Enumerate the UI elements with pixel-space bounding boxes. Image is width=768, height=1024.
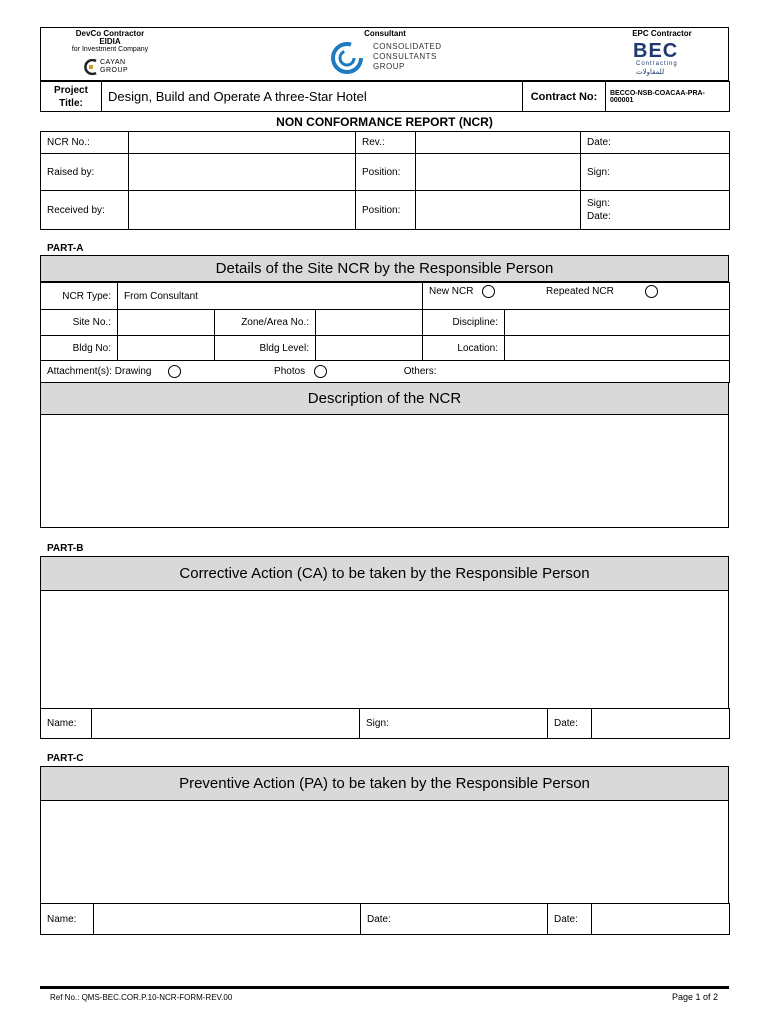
part-c-sign-table [40, 903, 730, 935]
rev-field[interactable] [416, 132, 581, 154]
contract-no: BECCO-NSB-COACAA-PRA-000001 [606, 82, 730, 112]
part-b-date-label: Date: [548, 709, 592, 739]
bldg-level-field[interactable] [316, 336, 423, 361]
raised-by-field[interactable] [129, 154, 356, 191]
devco-sub: for Investment Company [71, 46, 149, 53]
cayan-logo-icon [84, 59, 98, 75]
site-no-label: Site No.: [41, 310, 118, 336]
cayan-line1: CAYAN [100, 59, 126, 66]
project-label-1: Project [54, 84, 88, 96]
part-b-name-field[interactable] [92, 709, 360, 739]
bec-sub: Contracting [636, 61, 678, 67]
position-field-2[interactable] [416, 191, 581, 230]
part-a-label: PART-A [47, 243, 84, 254]
corrective-action-field[interactable] [40, 590, 729, 709]
ncr-type-label: NCR Type: [41, 283, 118, 310]
devco-label: DevCo Contractor [75, 29, 145, 38]
part-c-label: PART-C [47, 753, 84, 764]
description-header: Description of the NCR [40, 382, 729, 415]
ncr-info-table [40, 131, 730, 230]
bec-arabic: للمقاولات [636, 69, 665, 76]
report-title: NON CONFORMANCE REPORT (NCR) [276, 115, 493, 129]
bec-logo [633, 40, 693, 78]
footer-page: Page 1 of 2 [671, 992, 718, 1002]
drawing-radio[interactable] [168, 365, 181, 378]
site-no-field[interactable] [118, 310, 215, 336]
ccg-logo-icon [329, 40, 365, 76]
rev-label: Rev.: [356, 132, 416, 154]
zone-area-label: Zone/Area No.: [215, 310, 316, 336]
repeated-ncr-radio[interactable] [645, 285, 658, 298]
bec-name: BEC [633, 40, 679, 62]
location-field[interactable] [505, 336, 730, 361]
part-b-label: PART-B [47, 543, 84, 554]
bldg-no-field[interactable] [118, 336, 215, 361]
ccg-line1: CONSOLIDATED [373, 42, 442, 51]
part-c-date-label-1[interactable]: Date: [361, 904, 548, 935]
part-b-sign-label[interactable]: Sign: [360, 709, 548, 739]
part-b-sign-table [40, 708, 730, 739]
bldg-no-label: Bldg No: [41, 336, 118, 361]
project-row [40, 81, 730, 112]
part-c-name-label: Name: [41, 904, 94, 935]
received-by-field[interactable] [129, 191, 356, 230]
repeated-ncr-label: Repeated NCR [546, 286, 614, 298]
project-title: Design, Build and Operate A three-Star Hotel [102, 82, 523, 112]
received-by-label: Received by: [41, 191, 129, 230]
ccg-line3: GROUP [373, 62, 405, 71]
ncr-no-field[interactable] [129, 132, 356, 154]
others-label: Others: [403, 366, 437, 378]
part-a-details-table [40, 282, 730, 383]
date-label-2: Date: [587, 211, 611, 222]
cayan-logo [84, 58, 144, 76]
description-field[interactable] [40, 414, 729, 528]
part-c-header: Preventive Action (PA) to be taken by the Responsible Person [40, 766, 729, 801]
new-ncr-label: New NCR [429, 286, 474, 298]
position-field-1[interactable] [416, 154, 581, 191]
part-b-name-label: Name: [41, 709, 92, 739]
preventive-action-field[interactable] [40, 800, 729, 904]
location-label: Location: [423, 336, 505, 361]
zone-area-field[interactable] [316, 310, 423, 336]
ccg-line2: CONSULTANTS [373, 52, 437, 61]
part-b-date-field[interactable] [592, 709, 730, 739]
cayan-line2: GROUP [100, 67, 129, 74]
discipline-label: Discipline: [423, 310, 505, 336]
date-label[interactable]: Date: [581, 132, 730, 154]
part-a-header: Details of the Site NCR by the Responsible Person [40, 255, 729, 282]
position-label-1: Position: [356, 154, 416, 191]
photos-label: Photos [274, 366, 306, 378]
discipline-field[interactable] [505, 310, 730, 336]
devco-name: EIDIA [99, 37, 121, 46]
bldg-level-label: Bldg Level: [215, 336, 316, 361]
attachments-label: Attachment(s): Drawing [47, 366, 152, 378]
footer-rule [40, 986, 729, 989]
position-label-2: Position: [356, 191, 416, 230]
part-c-date-field[interactable] [592, 904, 730, 935]
epc-label: EPC Contractor [632, 29, 692, 38]
ncr-type-value[interactable]: From Consultant [118, 283, 423, 310]
part-c-name-field[interactable] [94, 904, 361, 935]
new-ncr-radio[interactable] [482, 285, 495, 298]
photos-radio[interactable] [314, 365, 327, 378]
part-c-date-label-2: Date: [548, 904, 592, 935]
consultant-label: Consultant [364, 29, 406, 38]
sign-label-1[interactable]: Sign: [581, 154, 730, 191]
part-b-header: Corrective Action (CA) to be taken by the Responsible Person [40, 556, 729, 591]
raised-by-label: Raised by: [41, 154, 129, 191]
project-label-2: Title: [59, 97, 83, 109]
ncr-no-label: NCR No.: [41, 132, 129, 154]
footer-ref: Ref No.: QMS-BEC.COR.P.10-NCR-FORM-REV.00 [50, 993, 233, 1002]
contract-label: Contract No: [523, 82, 606, 112]
sign-label-2: Sign: [587, 198, 610, 209]
